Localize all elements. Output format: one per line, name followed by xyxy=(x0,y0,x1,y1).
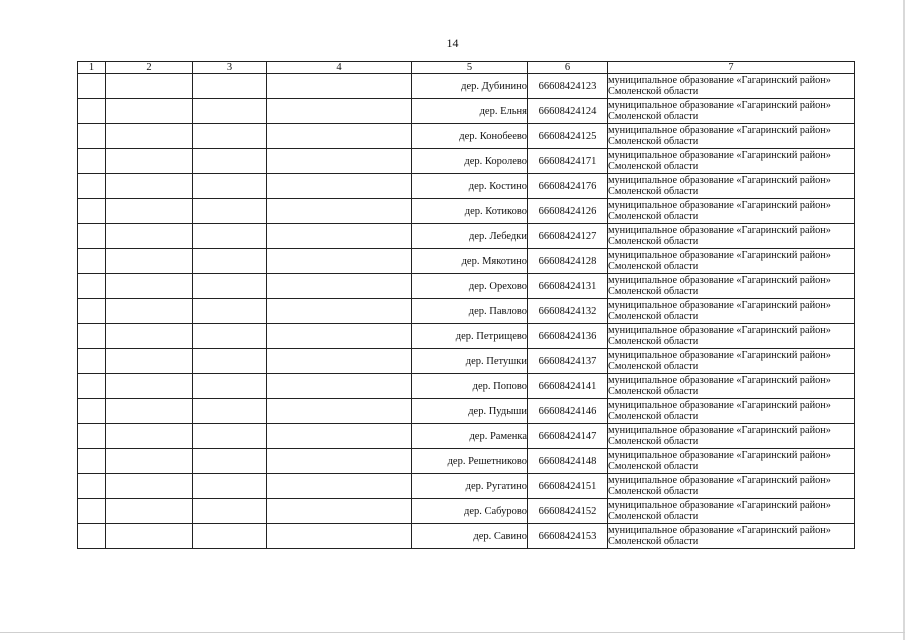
table-row xyxy=(78,274,855,299)
empty-cell xyxy=(267,524,412,549)
empty-cell xyxy=(267,474,412,499)
municipal-entity-line: Смоленской области xyxy=(608,386,699,397)
oktmo-code: 66608424148 xyxy=(528,449,608,474)
empty-cell xyxy=(78,474,106,499)
locality-name: дер. Петрищево xyxy=(412,324,528,349)
locality-name: дер. Лебедки xyxy=(412,224,528,249)
empty-cell xyxy=(193,424,267,449)
empty-cell xyxy=(106,399,193,424)
municipal-entity xyxy=(608,249,855,274)
column-header: 7 xyxy=(608,62,855,74)
column-header: 4 xyxy=(267,62,412,74)
empty-cell xyxy=(193,499,267,524)
empty-cell xyxy=(267,499,412,524)
empty-cell xyxy=(78,499,106,524)
locality-name: дер. Орехово xyxy=(412,274,528,299)
locality-name: дер. Раменка xyxy=(412,424,528,449)
municipal-entity-line: муниципальное образование «Гагаринский район» xyxy=(608,250,831,261)
municipal-entity-line: Смоленской области xyxy=(608,436,699,447)
oktmo-code: 66608424124 xyxy=(528,99,608,124)
municipal-entity-line: муниципальное образование «Гагаринский район» xyxy=(608,500,831,511)
table-row xyxy=(78,374,855,399)
municipal-entity-line: Смоленской области xyxy=(608,186,699,197)
oktmo-code: 66608424147 xyxy=(528,424,608,449)
empty-cell xyxy=(193,199,267,224)
page-number: 14 xyxy=(446,36,459,50)
empty-cell xyxy=(78,349,106,374)
empty-cell xyxy=(106,174,193,199)
table-body xyxy=(78,74,855,549)
table-row xyxy=(78,74,855,99)
empty-cell xyxy=(78,174,106,199)
municipal-entity-line: Смоленской области xyxy=(608,536,699,547)
empty-cell xyxy=(106,199,193,224)
locality-table xyxy=(77,61,855,549)
empty-cell xyxy=(106,349,193,374)
empty-cell xyxy=(78,124,106,149)
table-row xyxy=(78,324,855,349)
empty-cell xyxy=(193,74,267,99)
oktmo-code: 66608424125 xyxy=(528,124,608,149)
municipal-entity-line: Смоленской области xyxy=(608,111,699,122)
locality-name: дер. Конобеево xyxy=(412,124,528,149)
table-row xyxy=(78,474,855,499)
municipal-entity xyxy=(608,499,855,524)
empty-cell xyxy=(78,249,106,274)
empty-cell xyxy=(78,274,106,299)
table-row xyxy=(78,199,855,224)
municipal-entity-line: Смоленской области xyxy=(608,236,699,247)
empty-cell xyxy=(78,99,106,124)
empty-cell xyxy=(267,199,412,224)
empty-cell xyxy=(106,274,193,299)
municipal-entity-line: муниципальное образование «Гагаринский район» xyxy=(608,475,831,486)
oktmo-code: 66608424153 xyxy=(528,524,608,549)
oktmo-code: 66608424176 xyxy=(528,174,608,199)
locality-name: дер. Дубинино xyxy=(412,74,528,99)
column-header: 6 xyxy=(528,62,608,74)
empty-cell xyxy=(78,424,106,449)
oktmo-code: 66608424136 xyxy=(528,324,608,349)
empty-cell xyxy=(106,374,193,399)
locality-name: дер. Петушки xyxy=(412,349,528,374)
empty-cell xyxy=(267,149,412,174)
municipal-entity-line: Смоленской области xyxy=(608,286,699,297)
empty-cell xyxy=(193,374,267,399)
empty-cell xyxy=(193,224,267,249)
empty-cell xyxy=(106,74,193,99)
empty-cell xyxy=(106,449,193,474)
municipal-entity-line: Смоленской области xyxy=(608,486,699,497)
oktmo-code: 66608424128 xyxy=(528,249,608,274)
empty-cell xyxy=(267,349,412,374)
table-row xyxy=(78,424,855,449)
empty-cell xyxy=(267,449,412,474)
locality-name: дер. Королево xyxy=(412,149,528,174)
locality-name: дер. Решетниково xyxy=(412,449,528,474)
empty-cell xyxy=(106,424,193,449)
empty-cell xyxy=(106,149,193,174)
locality-name: дер. Котиково xyxy=(412,199,528,224)
oktmo-code: 66608424131 xyxy=(528,274,608,299)
municipal-entity xyxy=(608,74,855,99)
empty-cell xyxy=(78,374,106,399)
empty-cell xyxy=(106,124,193,149)
municipal-entity xyxy=(608,174,855,199)
empty-cell xyxy=(106,324,193,349)
empty-cell xyxy=(78,299,106,324)
empty-cell xyxy=(106,249,193,274)
oktmo-code: 66608424152 xyxy=(528,499,608,524)
municipal-entity-line: Смоленской области xyxy=(608,361,699,372)
municipal-entity-line: Смоленской области xyxy=(608,211,699,222)
empty-cell xyxy=(78,399,106,424)
municipal-entity-line: муниципальное образование «Гагаринский район» xyxy=(608,400,831,411)
municipal-entity-line: муниципальное образование «Гагаринский район» xyxy=(608,375,831,386)
empty-cell xyxy=(267,249,412,274)
table-row xyxy=(78,524,855,549)
empty-cell xyxy=(267,224,412,249)
empty-cell xyxy=(106,474,193,499)
municipal-entity-line: Смоленской области xyxy=(608,461,699,472)
empty-cell xyxy=(78,199,106,224)
municipal-entity-line: муниципальное образование «Гагаринский район» xyxy=(608,225,831,236)
header-row xyxy=(78,62,855,74)
empty-cell xyxy=(267,299,412,324)
column-header: 1 xyxy=(78,62,106,74)
municipal-entity-line: муниципальное образование «Гагаринский район» xyxy=(608,325,831,336)
empty-cell xyxy=(78,449,106,474)
empty-cell xyxy=(193,299,267,324)
municipal-entity-line: муниципальное образование «Гагаринский район» xyxy=(608,175,831,186)
empty-cell xyxy=(106,99,193,124)
locality-name: дер. Мякотино xyxy=(412,249,528,274)
empty-cell xyxy=(193,249,267,274)
empty-cell xyxy=(78,324,106,349)
municipal-entity xyxy=(608,449,855,474)
empty-cell xyxy=(78,224,106,249)
municipal-entity xyxy=(608,124,855,149)
empty-cell xyxy=(193,524,267,549)
empty-cell xyxy=(267,274,412,299)
municipal-entity-line: Смоленской области xyxy=(608,511,699,522)
empty-cell xyxy=(267,174,412,199)
municipal-entity xyxy=(608,99,855,124)
table-row xyxy=(78,299,855,324)
oktmo-code: 66608424132 xyxy=(528,299,608,324)
empty-cell xyxy=(193,399,267,424)
municipal-entity-line: муниципальное образование «Гагаринский район» xyxy=(608,125,831,136)
municipal-entity xyxy=(608,199,855,224)
column-header: 2 xyxy=(106,62,193,74)
table-row xyxy=(78,249,855,274)
empty-cell xyxy=(193,99,267,124)
municipal-entity xyxy=(608,224,855,249)
empty-cell xyxy=(106,224,193,249)
municipal-entity-line: муниципальное образование «Гагаринский район» xyxy=(608,200,831,211)
municipal-entity-line: Смоленской области xyxy=(608,336,699,347)
municipal-entity xyxy=(608,349,855,374)
empty-cell xyxy=(193,324,267,349)
locality-name: дер. Костино xyxy=(412,174,528,199)
locality-name: дер. Ельня xyxy=(412,99,528,124)
empty-cell xyxy=(193,349,267,374)
municipal-entity-line: муниципальное образование «Гагаринский район» xyxy=(608,275,831,286)
municipal-entity xyxy=(608,374,855,399)
oktmo-code: 66608424126 xyxy=(528,199,608,224)
municipal-entity-line: муниципальное образование «Гагаринский район» xyxy=(608,100,831,111)
municipal-entity xyxy=(608,424,855,449)
empty-cell xyxy=(193,124,267,149)
municipal-entity-line: муниципальное образование «Гагаринский район» xyxy=(608,350,831,361)
table-row xyxy=(78,174,855,199)
municipal-entity-line: муниципальное образование «Гагаринский район» xyxy=(608,425,831,436)
municipal-entity-line: муниципальное образование «Гагаринский район» xyxy=(608,300,831,311)
table-row xyxy=(78,349,855,374)
empty-cell xyxy=(106,499,193,524)
municipal-entity xyxy=(608,149,855,174)
municipal-entity-line: Смоленской области xyxy=(608,411,699,422)
municipal-entity-line: муниципальное образование «Гагаринский район» xyxy=(608,525,831,536)
municipal-entity-line: муниципальное образование «Гагаринский район» xyxy=(608,150,831,161)
locality-name: дер. Пудыши xyxy=(412,399,528,424)
empty-cell xyxy=(267,324,412,349)
empty-cell xyxy=(78,74,106,99)
empty-cell xyxy=(193,474,267,499)
municipal-entity-line: муниципальное образование «Гагаринский район» xyxy=(608,450,831,461)
oktmo-code: 66608424123 xyxy=(528,74,608,99)
municipal-entity xyxy=(608,274,855,299)
oktmo-code: 66608424146 xyxy=(528,399,608,424)
municipal-entity xyxy=(608,474,855,499)
empty-cell xyxy=(78,524,106,549)
table-row xyxy=(78,124,855,149)
locality-name: дер. Сабурово xyxy=(412,499,528,524)
oktmo-code: 66608424151 xyxy=(528,474,608,499)
column-header: 3 xyxy=(193,62,267,74)
locality-name: дер. Ругатино xyxy=(412,474,528,499)
municipal-entity-line: Смоленской области xyxy=(608,311,699,322)
municipal-entity-line: Смоленской области xyxy=(608,161,699,172)
table-row xyxy=(78,499,855,524)
table-row xyxy=(78,449,855,474)
empty-cell xyxy=(267,374,412,399)
municipal-entity xyxy=(608,299,855,324)
table-row xyxy=(78,149,855,174)
municipal-entity xyxy=(608,399,855,424)
empty-cell xyxy=(106,524,193,549)
oktmo-code: 66608424137 xyxy=(528,349,608,374)
empty-cell xyxy=(267,399,412,424)
empty-cell xyxy=(193,174,267,199)
municipal-entity-line: муниципальное образование «Гагаринский район» xyxy=(608,75,831,86)
oktmo-code: 66608424141 xyxy=(528,374,608,399)
table-row xyxy=(78,99,855,124)
municipal-entity xyxy=(608,524,855,549)
empty-cell xyxy=(193,274,267,299)
empty-cell xyxy=(193,449,267,474)
table-row xyxy=(78,399,855,424)
empty-cell xyxy=(267,424,412,449)
municipal-entity xyxy=(608,324,855,349)
scan-line xyxy=(0,632,905,633)
empty-cell xyxy=(267,99,412,124)
locality-name: дер. Павлово xyxy=(412,299,528,324)
empty-cell xyxy=(106,299,193,324)
locality-name: дер. Савино xyxy=(412,524,528,549)
oktmo-code: 66608424171 xyxy=(528,149,608,174)
municipal-entity-line: Смоленской области xyxy=(608,86,699,97)
empty-cell xyxy=(267,74,412,99)
oktmo-code: 66608424127 xyxy=(528,224,608,249)
column-header: 5 xyxy=(412,62,528,74)
empty-cell xyxy=(267,124,412,149)
empty-cell xyxy=(193,149,267,174)
municipal-entity-line: Смоленской области xyxy=(608,136,699,147)
locality-name: дер. Попово xyxy=(412,374,528,399)
empty-cell xyxy=(78,149,106,174)
municipal-entity-line: Смоленской области xyxy=(608,261,699,272)
table-row xyxy=(78,224,855,249)
